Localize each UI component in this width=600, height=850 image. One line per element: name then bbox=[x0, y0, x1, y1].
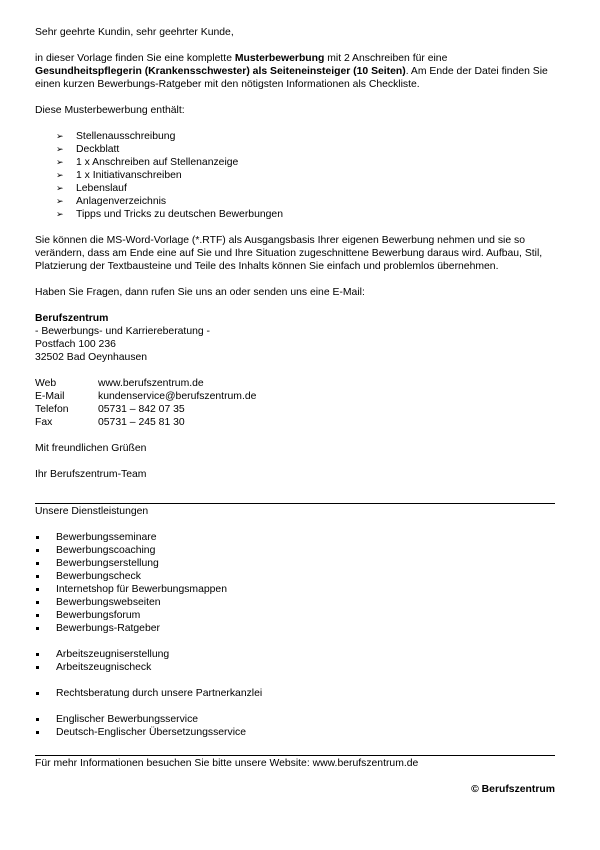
contents-list bbox=[35, 130, 555, 221]
service-item bbox=[35, 648, 555, 661]
contents-item bbox=[56, 182, 555, 195]
service-item bbox=[35, 687, 555, 700]
square-bullet-icon bbox=[36, 614, 39, 617]
service-item-label: Bewerbungscoaching bbox=[56, 545, 156, 556]
service-item-label: Deutsch-Englischer Übersetzungsservice bbox=[56, 727, 246, 738]
service-item-label: Bewerbungsseminare bbox=[56, 532, 157, 543]
service-item bbox=[35, 531, 555, 544]
service-item bbox=[35, 622, 555, 635]
service-item-label: Rechtsberatung durch unsere Partnerkanzlei bbox=[56, 688, 263, 699]
services-group bbox=[35, 713, 555, 739]
contents-item-label: 1 x Anschreiben auf Stellenanzeige bbox=[76, 157, 239, 168]
square-bullet-icon bbox=[36, 601, 39, 604]
phone-number: 05731 – 842 07 35 bbox=[98, 404, 185, 415]
service-item-label: Bewerbungsforum bbox=[56, 610, 141, 621]
service-item bbox=[35, 726, 555, 739]
service-item-label: Internetshop für Bewerbungsmappen bbox=[56, 584, 227, 595]
fax-number: 05731 – 245 81 30 bbox=[98, 417, 185, 428]
service-item bbox=[35, 570, 555, 583]
city-line: 32502 Bad Oeynhausen bbox=[35, 352, 148, 363]
arrow-bullet-icon: ➢ bbox=[56, 144, 64, 154]
arrow-bullet-icon: ➢ bbox=[56, 131, 64, 141]
intro-text-2: mit 2 Anschreiben für eine bbox=[324, 53, 448, 64]
service-item-label: Bewerbungscheck bbox=[56, 571, 141, 582]
contents-item-label: Lebenslauf bbox=[76, 183, 127, 194]
contact-row-email bbox=[35, 390, 256, 403]
po-box: Postfach 100 236 bbox=[35, 339, 116, 350]
service-item-label: Englischer Bewerbungsservice bbox=[56, 714, 199, 725]
contents-item-label: Stellenausschreibung bbox=[76, 131, 176, 142]
document-page bbox=[35, 26, 555, 796]
contents-item bbox=[56, 156, 555, 169]
service-item bbox=[35, 661, 555, 674]
square-bullet-icon bbox=[36, 666, 39, 669]
services-heading: Unsere Dienstleistungen bbox=[35, 506, 149, 517]
salutation: Sehr geehrte Kundin, sehr geehrter Kunde, bbox=[35, 27, 234, 38]
contents-heading: Diese Musterbewerbung enthält: bbox=[35, 105, 185, 116]
arrow-bullet-icon: ➢ bbox=[56, 183, 64, 193]
contents-item bbox=[56, 169, 555, 182]
service-item-label: Arbeitszeugnischeck bbox=[56, 662, 152, 673]
square-bullet-icon bbox=[36, 627, 39, 630]
contents-item bbox=[56, 130, 555, 143]
intro-bold-1: Musterbewerbung bbox=[234, 53, 325, 64]
square-bullet-icon bbox=[36, 549, 39, 552]
contact-row-phone bbox=[35, 403, 256, 416]
contents-item-label: Tipps und Tricks zu deutschen Bewerbungen bbox=[76, 209, 283, 220]
service-item-label: Bewerbungs-Ratgeber bbox=[56, 623, 160, 634]
intro-bold-2: Gesundheitspflegerin (Krankensschwester) als Seiteneinsteiger (10 Seiten) bbox=[35, 66, 406, 77]
square-bullet-icon bbox=[36, 731, 39, 734]
arrow-bullet-icon: ➢ bbox=[56, 209, 64, 219]
web-link[interactable]: www.berufszentrum.de bbox=[98, 378, 204, 389]
contents-item bbox=[56, 195, 555, 208]
arrow-bullet-icon: ➢ bbox=[56, 196, 64, 206]
services-group bbox=[35, 531, 555, 635]
square-bullet-icon bbox=[36, 692, 39, 695]
contents-item bbox=[56, 143, 555, 156]
service-item-label: Bewerbungserstellung bbox=[56, 558, 159, 569]
service-item bbox=[35, 557, 555, 570]
service-item bbox=[35, 713, 555, 726]
contact-label: Web bbox=[35, 378, 57, 389]
square-bullet-icon bbox=[36, 575, 39, 578]
closing-line: Mit freundlichen Grüßen bbox=[35, 443, 147, 454]
contact-row-web bbox=[35, 377, 256, 390]
services-list bbox=[35, 531, 555, 752]
team-signature: Ihr Berufszentrum-Team bbox=[35, 469, 147, 480]
square-bullet-icon bbox=[36, 653, 39, 656]
square-bullet-icon bbox=[36, 588, 39, 591]
contact-table bbox=[35, 377, 256, 429]
services-group bbox=[35, 648, 555, 674]
intro-paragraph bbox=[35, 52, 555, 91]
divider-top bbox=[35, 503, 555, 504]
intro-text-3: . Am Ende der Datei finden Sie einen kurzen Bewerbungs-Ratgeber mit den nötigsten Informationen als Checkliste. bbox=[35, 66, 548, 90]
company-subtitle: - Bewerbungs- und Karriereberatung - bbox=[35, 326, 211, 337]
contact-label: E-Mail bbox=[35, 391, 65, 402]
arrow-bullet-icon: ➢ bbox=[56, 157, 64, 167]
arrow-bullet-icon: ➢ bbox=[56, 170, 64, 180]
service-item-label: Arbeitszeugniserstellung bbox=[56, 649, 170, 660]
square-bullet-icon bbox=[36, 718, 39, 721]
service-item-label: Bewerbungswebseiten bbox=[56, 597, 161, 608]
contact-label: Telefon bbox=[35, 404, 69, 415]
divider-bottom bbox=[35, 755, 555, 756]
square-bullet-icon bbox=[36, 562, 39, 565]
company-name: Berufszentrum bbox=[35, 313, 109, 324]
service-item bbox=[35, 596, 555, 609]
intro-text-1: in dieser Vorlage finden Sie eine komplette bbox=[35, 53, 235, 64]
service-item bbox=[35, 583, 555, 596]
copyright: © Berufszentrum bbox=[471, 784, 555, 795]
contents-item-label: 1 x Initiativanschreiben bbox=[76, 170, 182, 181]
contact-row-fax bbox=[35, 416, 256, 429]
website-line[interactable]: Für mehr Informationen besuchen Sie bitte unsere Website: www.berufszentrum.de bbox=[35, 758, 419, 769]
contact-label: Fax bbox=[35, 417, 53, 428]
service-item bbox=[35, 544, 555, 557]
contents-item-label: Deckblatt bbox=[76, 144, 120, 155]
usage-paragraph: Sie können die MS-Word-Vorlage (*.RTF) als Ausgangsbasis Ihrer eigenen Bewerbung nehmen und sie so verändern, dass am Ende eine auf Sie und Ihre Situation zugeschnittene Bewerbung daraus wird. Aufbau, Stil, Platzierung der Textbausteine und Teile des Inhalts können Sie einfach und problemlos übernehmen. bbox=[35, 235, 543, 272]
service-item bbox=[35, 609, 555, 622]
services-group bbox=[35, 687, 555, 700]
contents-item-label: Anlagenverzeichnis bbox=[76, 196, 167, 207]
questions-line: Haben Sie Fragen, dann rufen Sie uns an oder senden uns eine E-Mail: bbox=[35, 287, 365, 298]
square-bullet-icon bbox=[36, 536, 39, 539]
email-link[interactable]: kundenservice@berufszentrum.de bbox=[98, 391, 257, 402]
contents-item bbox=[56, 208, 555, 221]
